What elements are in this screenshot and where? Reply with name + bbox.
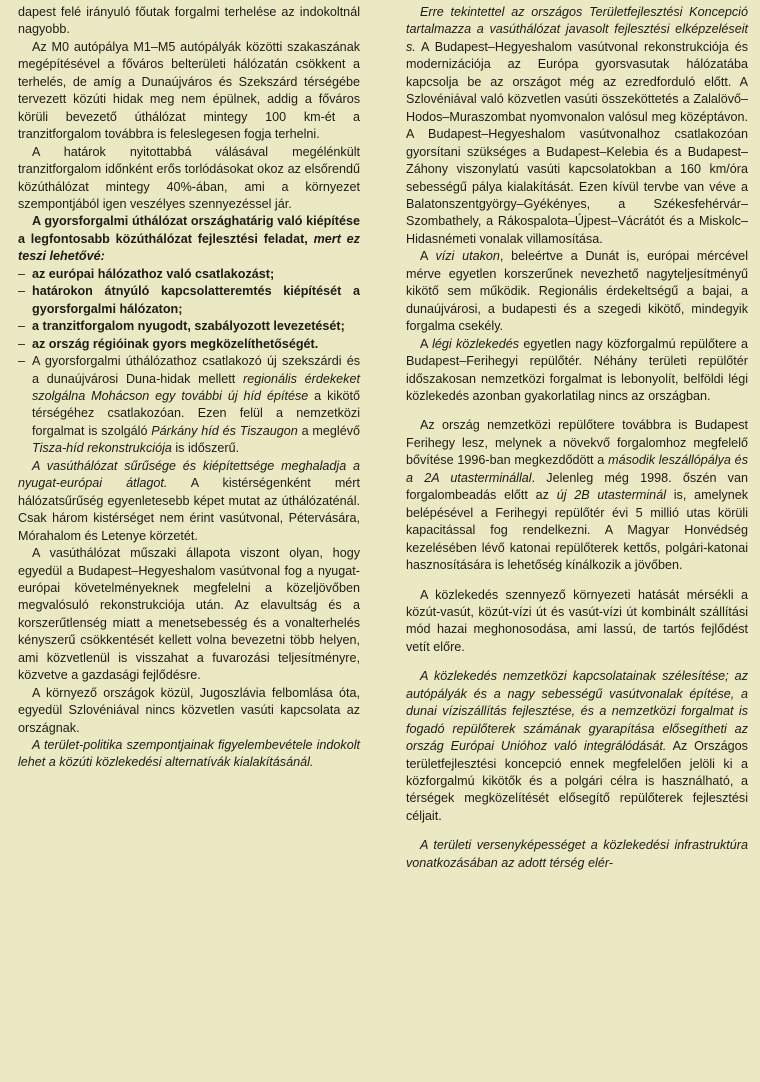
right-paragraph-7: A területi versenyképességet a közlekedési infrastruktúra vonatkozásában az adott térség elér- [406, 838, 748, 870]
left-paragraph-6: A vasúthálózat műszaki állapota viszont olyan, hogy egyedül a Budapest–Hegyeshalom vasútvonal fog a nyugat-európai követelményeknek megfelelni a közeljövőben megvalósuló rekonstrukciója után. Az elavultság és a korszerűtlenség miatt a menetsebesség és a vonalterhelés kényszerű csökkentését kellett volna bevezetni több helyen, ami közvetlenül is visszahat a fuvarozási teljesítményre, közvetve a gazdasági fejlődésre. [18, 546, 360, 683]
right-paragraph-3 [406, 336, 748, 406]
text-run: Az Országos területfejlesztési koncepció ennek megfelelően jelöli ki a közforgalmú kikötők és a polgári célra is használható, a térségek megközelítését elősegítő repülőterek fejlesztési céljait. [406, 739, 748, 823]
italic-lead: mert ez teszi lehetővé: [18, 231, 360, 264]
right-paragraph-5: A közlekedés szennyező környezeti hatását mérsékli a közút-vasút, közút-vízi út és vasút-vízi út kombinált szállítási mód hazai meghonosodása, ami lassú, de tartós fejlődést vetít előre. [406, 587, 748, 654]
italic-run: A közlekedés nemzetközi kapcsolatainak szélesítése; az autópályák és a nagy sebességű vasútvonalak építése, a dunai víziszállítás fejlesztése, és a nemzetközi forgalmat is fogadó repülőterek számának gyarapítása elősegítheti az ország Európai Unióhoz való integrálódását. [406, 669, 748, 754]
left-paragraph-5 [18, 458, 360, 545]
text-run: is, amelynek belépésével a Ferihegyi repülőtér évi 5 millió utas körüli kapacitással fog rendelkezni. A Magyar Honvédség kezelésében lévő katonai repülőterek kettős, polgári-katonai hasznosítására is lehetőség kínálkozik a jövőben. [406, 488, 748, 573]
list-item: – a tranzitforgalom nyugodt, szabályozott levezetését; [18, 318, 360, 335]
italic-run: regionális érdekeket szolgálna Mohácson egy további új híd építése [32, 371, 360, 403]
left-paragraph-7: A környező országok közül, Jugoszlávia felbomlása óta, egyedül Szlovéniával nincs közvetlen vasúti kapcsolata az országnak. [18, 685, 360, 735]
left-paragraph-2: Az M0 autópálya M1–M5 autópályák közötti szakaszának megépítésével a főváros belterületi hálózatán csökkent a terhelés, de amíg a Dunaújváros és Szekszárd térségébe tervezett közúti hidak meg nem épülnek, addig a főváros körüli bevezető úthálózat mintegy 100 km-ét a tranzitforgalom továbbra is feleslegesen fogja terhelni. [18, 39, 360, 142]
benefits-list [18, 266, 360, 458]
text-run: a meglévő [297, 423, 361, 438]
text-run: A [420, 249, 436, 264]
list-item-bridges [18, 353, 360, 458]
right-column [406, 4, 748, 1082]
bold-lead: A gyorsforgalmi úthálózat országhatárig való kiépítése a legfontosabb közúthálózat fejlesztési feladat, [18, 214, 360, 246]
text-run: A [420, 336, 433, 351]
text-run: A Budapest–Hegyeshalom vasútvonal rekonstrukciója és modernizációja az Európa gyorsvasutak hálózatába kapcsolja be az országot még az ezredforduló előtt. A Szlovéniával való közvetlen vasúti összeköttetés a Zalalövő–Hodos–Muraszombat nyomvonalon valósul meg középtávon. A Budapest–Hegyeshalom vasútvonalhoz csatlakozóan gyorsítani szükséges a Budapest–Kelebia és a Budapest–Záhony viszonylatú vasúti kapcsolatokban a 160 km/óra sebességű pálya kialakítását. Ezen kívül tervbe van véve a Balatonszentgyörgy–Gyékényes, a Székesfehérvár–Szombathely, a Rákospalota–Újpest–Vácrátót és a Miskolc–Hidasnémeti vonalak villamosítása. [406, 39, 748, 246]
italic-run: A vasúthálózat sűrűsége és kiépítettsége meghaladja a nyugat-európai átlagot. [18, 458, 360, 491]
right-paragraph-1 [406, 4, 748, 248]
list-item: – az ország régióinak gyors megközelíthetőségét. [18, 336, 360, 353]
right-paragraph-4 [406, 417, 748, 574]
italic-run: Tisza-híd rekonstrukciója [32, 441, 172, 456]
list-item: – határokon átnyúló kapcsolatteremtés kiépítését a gyorsforgalmi hálózaton; [18, 283, 360, 318]
text-run: . Jelenleg még 1998. őszén van forgalombeadás előtt az [406, 470, 748, 503]
text-run: , beleértve a Dunát is, európai mércével mérve egyetlen korszerűnek nevezhető nagyteljesítményű kikötő sem működik. Regionális érdekeltségű a bajai, a dunaújvárosi, a budapesti és a szegedi kikötő, mindegyik forgalma csekély. [406, 249, 748, 334]
italic-run: második leszállópálya és a 2A utasterminállal [406, 453, 748, 485]
left-paragraph-8: A terület-politika szempontjainak figyelembevétele indokolt lehet a közúti közlekedési alternatívák kialakításánál. [18, 738, 360, 770]
italic-run: vízi utakon [435, 249, 500, 264]
italic-run: Erre tekintettel az országos Területfejlesztési Koncepció tartalmazza a vasúthálózat javasolt fejlesztési elképzeléseit s. [406, 5, 748, 54]
italic-run: légi közlekedés [432, 336, 520, 351]
text-run: egyetlen nagy közforgalmú repülőtere a Budapest–Ferihegyi repülőtér. Néhány területi repülőtér időszakosan nemzetközi forgalmat is lebonyolít, belföldi légi közlekedés azonban gyakorlatilag nincs az országban. [406, 336, 748, 403]
left-paragraph-4 [18, 213, 360, 265]
text-run: Az ország nemzetközi repülőtere továbbra is Budapest Ferihegy lesz, melynek a növekvő forgalomhoz megfelelő bővítése 1996-ban megkezdődött a [406, 418, 748, 468]
text-run: a kikötő térségéhez csatlakozóan. Ezen felül a nemzetközi forgalmat is szolgáló [32, 388, 360, 438]
right-paragraph-2 [406, 248, 748, 335]
left-paragraph-3: A határok nyitottabbá válásával megélénkült tranzitforgalom időnként erős torlódásokat okoz az elsőrendű közúthálózat mintegy 40%-ában, ami a környezet szempontjából igen veszélyes szennyezéssel jár. [18, 144, 360, 211]
left-column [18, 4, 360, 1082]
right-paragraph-6 [406, 668, 748, 825]
text-run: is időszerű. [171, 441, 240, 456]
left-paragraph-1: dapest felé irányuló főutak forgalmi terhelése az indokoltnál nagyobb. [18, 5, 360, 37]
list-item: – az európai hálózathoz való csatlakozást; [18, 266, 360, 283]
italic-run: Párkány híd és Tiszaugon [151, 423, 298, 438]
text-run: A gyorsforgalmi úthálózathoz csatlakozó új szekszárdi és a dunaújvárosi Duna-hidak mellett [32, 354, 360, 386]
text-run: A kistérségenként mért hálózatsűrűség egyenletesebb képet mutat az úthálózaténál. Csak három kistérséget nem érint vasútvonal, Pétervására, Mórahalom és Letenye körzetét. [18, 476, 361, 543]
italic-run: új 2B utasterminál [556, 488, 666, 503]
